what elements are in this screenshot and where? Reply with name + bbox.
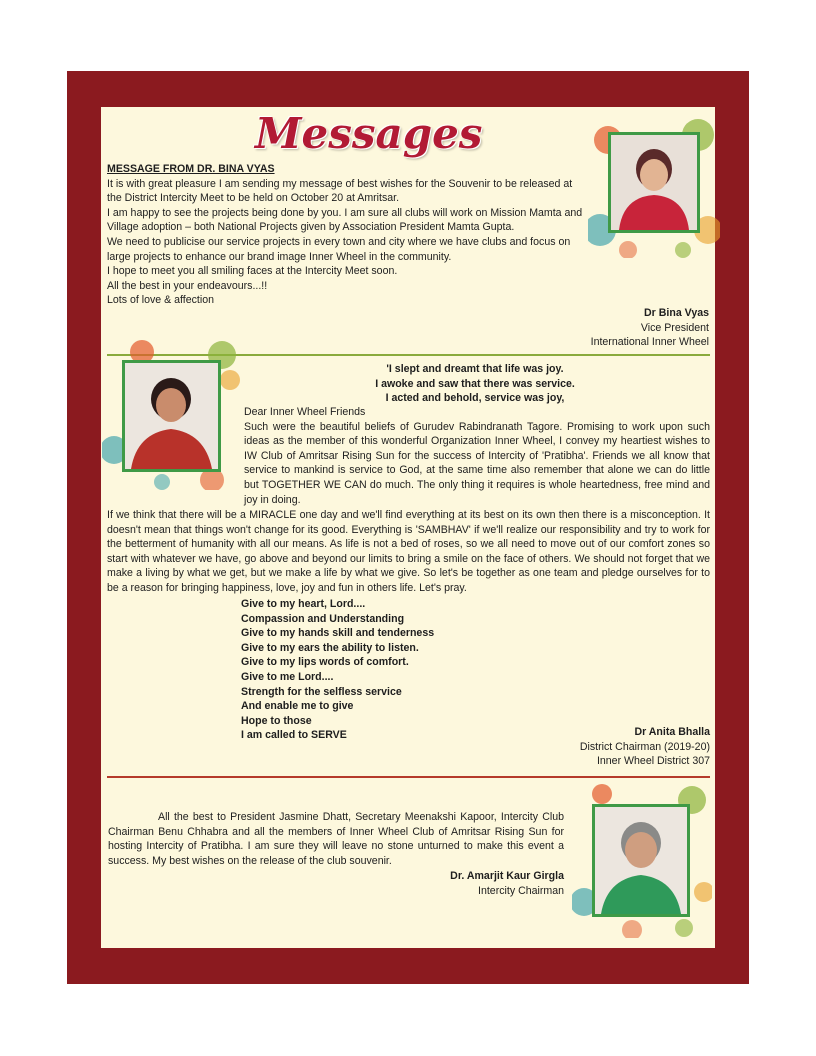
message-paragraph: If we think that there will be a MIRACLE one day and we'll find everything at its best on its own then there is a misconception. It doesn't mean that things won't change for its good. Everything is 'SAMBHAV' if we'll realize our responsibility and try to work for the betterment of humanity with all our means. As life is not a bed of roses, so we all need to move out of our comfort zones so start with whatever we have, go above and beyond our limits to bring a smile on the face of others. We should not forget that we make a living by what we get, but we make a life by what we give. So let's be together as one team and pledge ourselves for to be a reason for bringing happiness, love, joy and fun in others life. Let's pray.	[107, 509, 710, 594]
signature-name: Dr. Amarjit Kaur Girgla	[450, 870, 564, 882]
photo-anita-bhalla	[102, 340, 242, 490]
portrait-woman-icon	[125, 363, 218, 469]
prayer-line: Strength for the selfless service	[241, 685, 402, 698]
signature-name: Dr Bina Vyas	[644, 307, 709, 319]
prayer-line: Give to me Lord....	[241, 670, 334, 683]
quote-line: I acted and behold, service was joy,	[385, 392, 565, 405]
signature-name: Dr Anita Bhalla	[634, 726, 710, 738]
prayer-line: Give to my heart, Lord....	[241, 598, 366, 610]
message-line: I hope to meet you all smiling faces at the Intercity Meet soon.	[107, 265, 398, 278]
signature-title: District Chairman (2019-20)	[579, 740, 710, 753]
message-line: I am happy to see the projects being done by you. I am sure all clubs will work on Mission Mamta and Village adoption – both National Projects given by Association President Mamta Gupta.	[107, 206, 583, 234]
prayer-line: Compassion and Understanding	[241, 612, 405, 625]
section-divider	[107, 776, 710, 778]
photo-bina-vyas	[588, 110, 720, 258]
signature-title: International Inner Wheel	[590, 336, 709, 349]
prayer-line: Give to my lips words of comfort.	[241, 656, 409, 669]
prayer	[241, 597, 434, 743]
prayer-line: I am called to SERVE	[241, 729, 347, 742]
quote-line: I awoke and saw that there was service.	[375, 377, 575, 390]
portrait-woman-icon	[595, 807, 687, 914]
quote-line: 'I slept and dreamt that life was joy.	[386, 363, 564, 375]
message-paragraph: All the best to President Jasmine Dhatt, Secretary Meenakshi Kapoor, Intercity Club Chairman Benu Chhabra and all the members of Inner Wheel Club of Amritsar Rising Sun for hosting Intercity of Pratibha. I am sure they will leave no stone unturned to make this event a success. My best wishes on the release of the club souvenir.	[108, 811, 564, 867]
message-line: We need to publicise our service projects in every town and city where we have clubs and focus on large projects to enhance our brand image Inner Wheel in the community.	[107, 235, 571, 263]
message-line: Lots of love & affection	[107, 294, 214, 307]
prayer-line: Give to my ears the ability to listen.	[241, 641, 419, 654]
message-line: It is with great pleasure I am sending my message of best wishes for the Souvenir to be released at the District Intercity Meet to be held on October 20 at Amritsar.	[107, 177, 573, 205]
salutation: Dear Inner Wheel Friends	[244, 406, 366, 418]
message-line: All the best in your endeavours...!!	[107, 279, 268, 292]
portrait-woman-icon	[611, 135, 697, 230]
prayer-line: Give to my hands skill and tenderness	[241, 627, 435, 640]
signature-title: Vice President	[640, 321, 709, 334]
signature-block-2	[460, 725, 710, 769]
signature-title: Intercity Chairman	[478, 884, 564, 897]
prayer-line: And enable me to give	[241, 700, 354, 713]
message-paragraph: Such were the beautiful beliefs of Gurudev Rabindranath Tagore. Promising to work upon such ideas as the member of this wonderful Organization Inner Wheel, I convey my heartiest wishes to IW Club of Amritsar Rising Sun for the success of Intercity of 'Pratibha'. Friends we all know that service to mankind is service to God, at the same time also remember that alone we can do little but TOGETHER WE CAN do much. The only thing it requires is whole heartedness, free mind and joy in doing.	[244, 420, 710, 506]
message-heading: MESSAGE FROM DR. BINA VYAS	[107, 163, 275, 175]
signature-title: Inner Wheel District 307	[596, 755, 710, 768]
prayer-line: Hope to those	[241, 714, 312, 727]
signature-block-1	[459, 306, 709, 350]
signature-block-3	[314, 869, 564, 898]
page-title: Messages	[255, 109, 483, 158]
tagore-quote	[330, 362, 620, 406]
photo-amarjit-kaur-girgla	[572, 782, 712, 938]
